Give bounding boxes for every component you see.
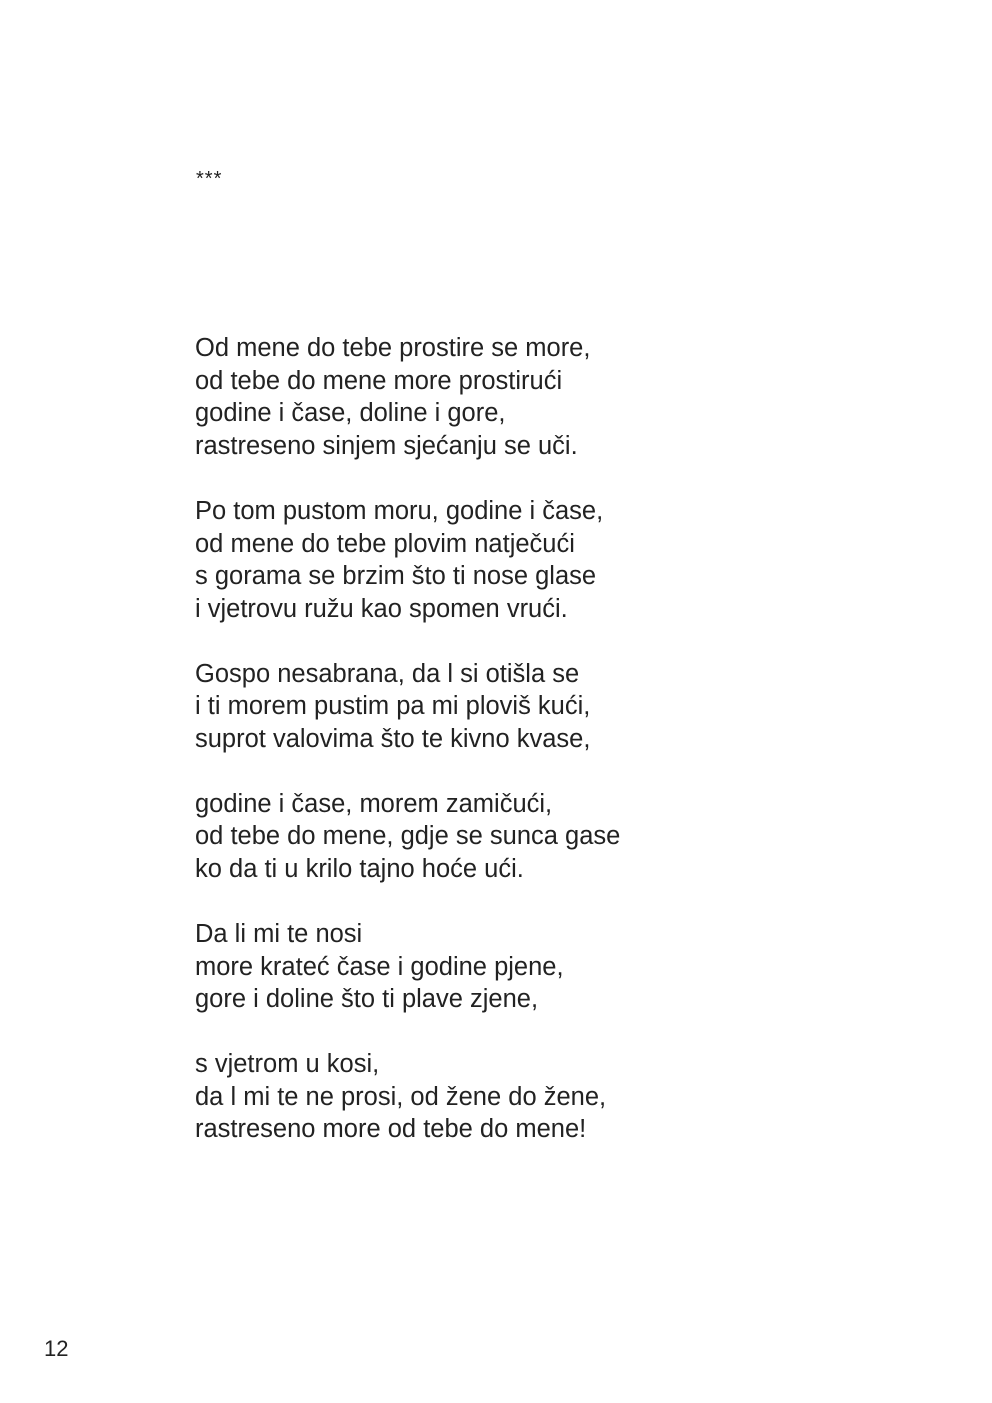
poem — [195, 332, 815, 1178]
poem-line: i ti morem pustim pa mi ploviš kući, — [195, 692, 591, 721]
page-number: 12 — [44, 1336, 69, 1361]
section-mark: *** — [196, 168, 223, 190]
poem-line: Da li mi te nosi — [195, 919, 363, 948]
poem-line: godine i čase, doline i gore, — [195, 399, 506, 428]
stanza-2 — [195, 495, 815, 626]
poem-line: Gospo nesabrana, da l si otišla se — [195, 659, 580, 688]
poem-line: gore i doline što ti plave zjene, — [195, 985, 539, 1014]
poem-line: more krateć čase i godine pjene, — [195, 952, 564, 981]
stanza-5 — [195, 918, 815, 1016]
poem-line: s vjetrom u kosi, — [195, 1049, 380, 1078]
poem-line: od mene do tebe plovim natječući — [195, 529, 575, 558]
stanza-4 — [195, 788, 815, 886]
poem-line: i vjetrovu ružu kao spomen vrući. — [195, 594, 568, 623]
stanza-3 — [195, 658, 815, 756]
poem-line: rastreseno sinjem sjećanju se uči. — [195, 432, 578, 461]
poem-line: Od mene do tebe prostire se more, — [195, 334, 591, 362]
poem-line: godine i čase, morem zamičući, — [195, 789, 553, 818]
poem-line: rastreseno more od tebe do mene! — [195, 1115, 587, 1144]
poem-line: Po tom pustom moru, godine i čase, — [195, 496, 604, 525]
poem-line: suprot valovima što te kivno kvase, — [195, 725, 591, 754]
poem-line: od tebe do mene, gdje se sunca gase — [195, 822, 621, 851]
poem-line: s gorama se brzim što ti nose glase — [195, 562, 597, 591]
poem-line: ko da ti u krilo tajno hoće ući. — [195, 855, 524, 884]
stanza-1 — [195, 332, 815, 463]
poem-line: da l mi te ne prosi, od žene do žene, — [195, 1082, 607, 1111]
poem-line: od tebe do mene more prostirući — [195, 366, 563, 395]
stanza-6 — [195, 1048, 815, 1146]
